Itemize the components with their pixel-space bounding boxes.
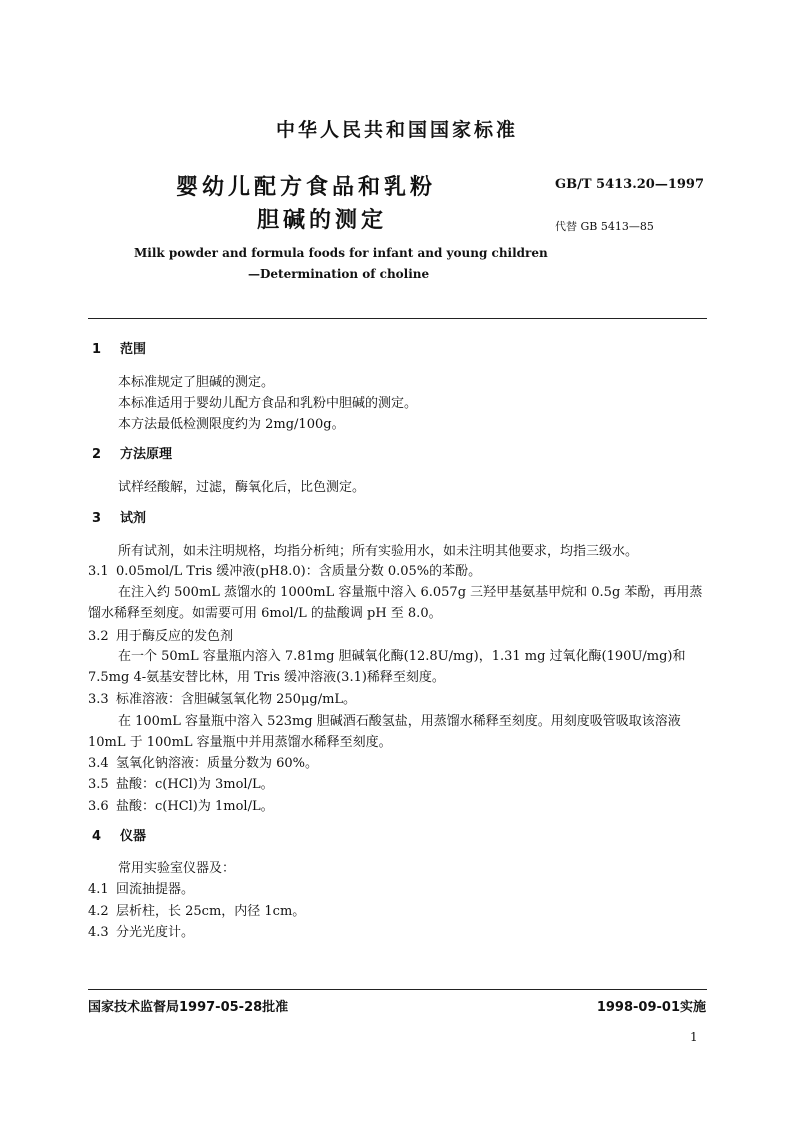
footer-divider <box>88 989 707 990</box>
english-title-line2: —Determination of choline <box>248 267 430 281</box>
section-number: 3 <box>92 511 102 526</box>
section-title: 范围 <box>120 342 147 357</box>
clause-3-3 <box>88 688 356 707</box>
effective-date: 1998-09-01实施 <box>596 1000 706 1015</box>
section-1-heading <box>92 338 146 357</box>
standard-number: GB/T 5413.20—1997 <box>555 177 705 192</box>
clause-3-2 <box>88 625 233 644</box>
doc-title-line1: 婴幼儿配方食品和乳粉 <box>176 175 437 200</box>
section-title: 试剂 <box>120 511 147 526</box>
clause-3-1 <box>88 560 481 579</box>
clause-text: 回流抽提器。 <box>116 882 195 897</box>
section-4-heading <box>92 825 146 844</box>
clause-text: 标准溶液：含胆碱氢氧化物 250μg/mL。 <box>116 692 357 707</box>
clause-3-5 <box>88 773 274 792</box>
paragraph: 10mL 于 100mL 容量瓶中并用蒸馏水稀释至刻度。 <box>88 735 392 750</box>
paragraph: 常用实验室仪器及： <box>118 861 236 876</box>
clause-number: 3.3 <box>88 692 109 707</box>
approval-line: 国家技术监督局1997-05-28批准 <box>88 1000 289 1015</box>
section-number: 1 <box>92 342 102 357</box>
header-divider <box>88 318 707 319</box>
doc-title-line2: 胆碱的测定 <box>257 208 388 233</box>
paragraph: 本方法最低检测限度约为 2mg/100g。 <box>118 417 345 432</box>
clause-number: 3.6 <box>88 799 109 814</box>
section-3-heading <box>92 507 146 526</box>
clause-3-4 <box>88 752 318 771</box>
clause-number: 3.5 <box>88 777 109 792</box>
paragraph: 7.5mg 4-氨基安替比林，用 Tris 缓冲溶液(3.1)稀释至刻度。 <box>88 670 445 685</box>
paragraph: 在一个 50mL 容量瓶内溶入 7.81mg 胆碱氧化酶(12.8U/mg)，1.31 mg 过氧化酶(190U/mg)和 <box>118 649 686 664</box>
english-title-line1: Milk powder and formula foods for infant and young children <box>134 246 548 260</box>
clause-number: 3.4 <box>88 756 109 771</box>
section-number: 2 <box>92 447 102 462</box>
clause-text: 分光光度计。 <box>116 925 195 940</box>
paragraph: 本标准适用于婴幼儿配方食品和乳粉中胆碱的测定。 <box>118 396 418 411</box>
paragraph: 在 100mL 容量瓶中溶入 523mg 胆碱酒石酸氢盐，用蒸馏水稀释至刻度。用刻度吸管吸取该溶液 <box>118 714 681 729</box>
clause-number: 4.3 <box>88 925 109 940</box>
clause-4-3 <box>88 921 194 940</box>
clause-text: 氢氧化钠溶液：质量分数为 60%。 <box>116 756 319 771</box>
clause-text: 用于酶反应的发色剂 <box>116 629 234 644</box>
section-2-heading <box>92 443 172 462</box>
paragraph: 所有试剂，如未注明规格，均指分析纯；所有实验用水，如未注明其他要求，均指三级水。 <box>118 544 639 559</box>
clause-number: 3.2 <box>88 629 109 644</box>
clause-4-1 <box>88 878 194 897</box>
clause-3-6 <box>88 795 274 814</box>
clause-number: 4.1 <box>88 882 109 897</box>
clause-4-2 <box>88 900 305 919</box>
paragraph: 本标准规定了胆碱的测定。 <box>118 375 275 390</box>
paragraph: 在注入约 500mL 蒸馏水的 1000mL 容量瓶中溶入 6.057g 三羟甲基氨基甲烷和 0.5g 苯酚，再用蒸 <box>118 585 703 600</box>
clause-text: 盐酸：c(HCl)为 3mol/L。 <box>116 777 274 792</box>
org-title: 中华人民共和国国家标准 <box>275 119 518 141</box>
paragraph: 试样经酸解，过滤，酶氧化后，比色测定。 <box>118 480 366 495</box>
section-number: 4 <box>92 829 102 844</box>
clause-text: 层析柱，长 25cm，内径 1cm。 <box>116 904 306 919</box>
clause-text: 盐酸：c(HCl)为 1mol/L。 <box>116 799 274 814</box>
replaces-standard: 代替 GB 5413—85 <box>555 220 654 233</box>
paragraph: 馏水稀释至刻度。如需要可用 6mol/L 的盐酸调 pH 至 8.0。 <box>88 606 442 621</box>
page-number: 1 <box>690 1030 698 1044</box>
section-title: 方法原理 <box>120 447 173 462</box>
section-title: 仪器 <box>120 829 147 844</box>
clause-number: 3.1 <box>88 564 109 579</box>
clause-number: 4.2 <box>88 904 109 919</box>
clause-text: 0.05mol/L Tris 缓冲液(pH8.0)：含质量分数 0.05%的苯酚。 <box>116 564 482 579</box>
